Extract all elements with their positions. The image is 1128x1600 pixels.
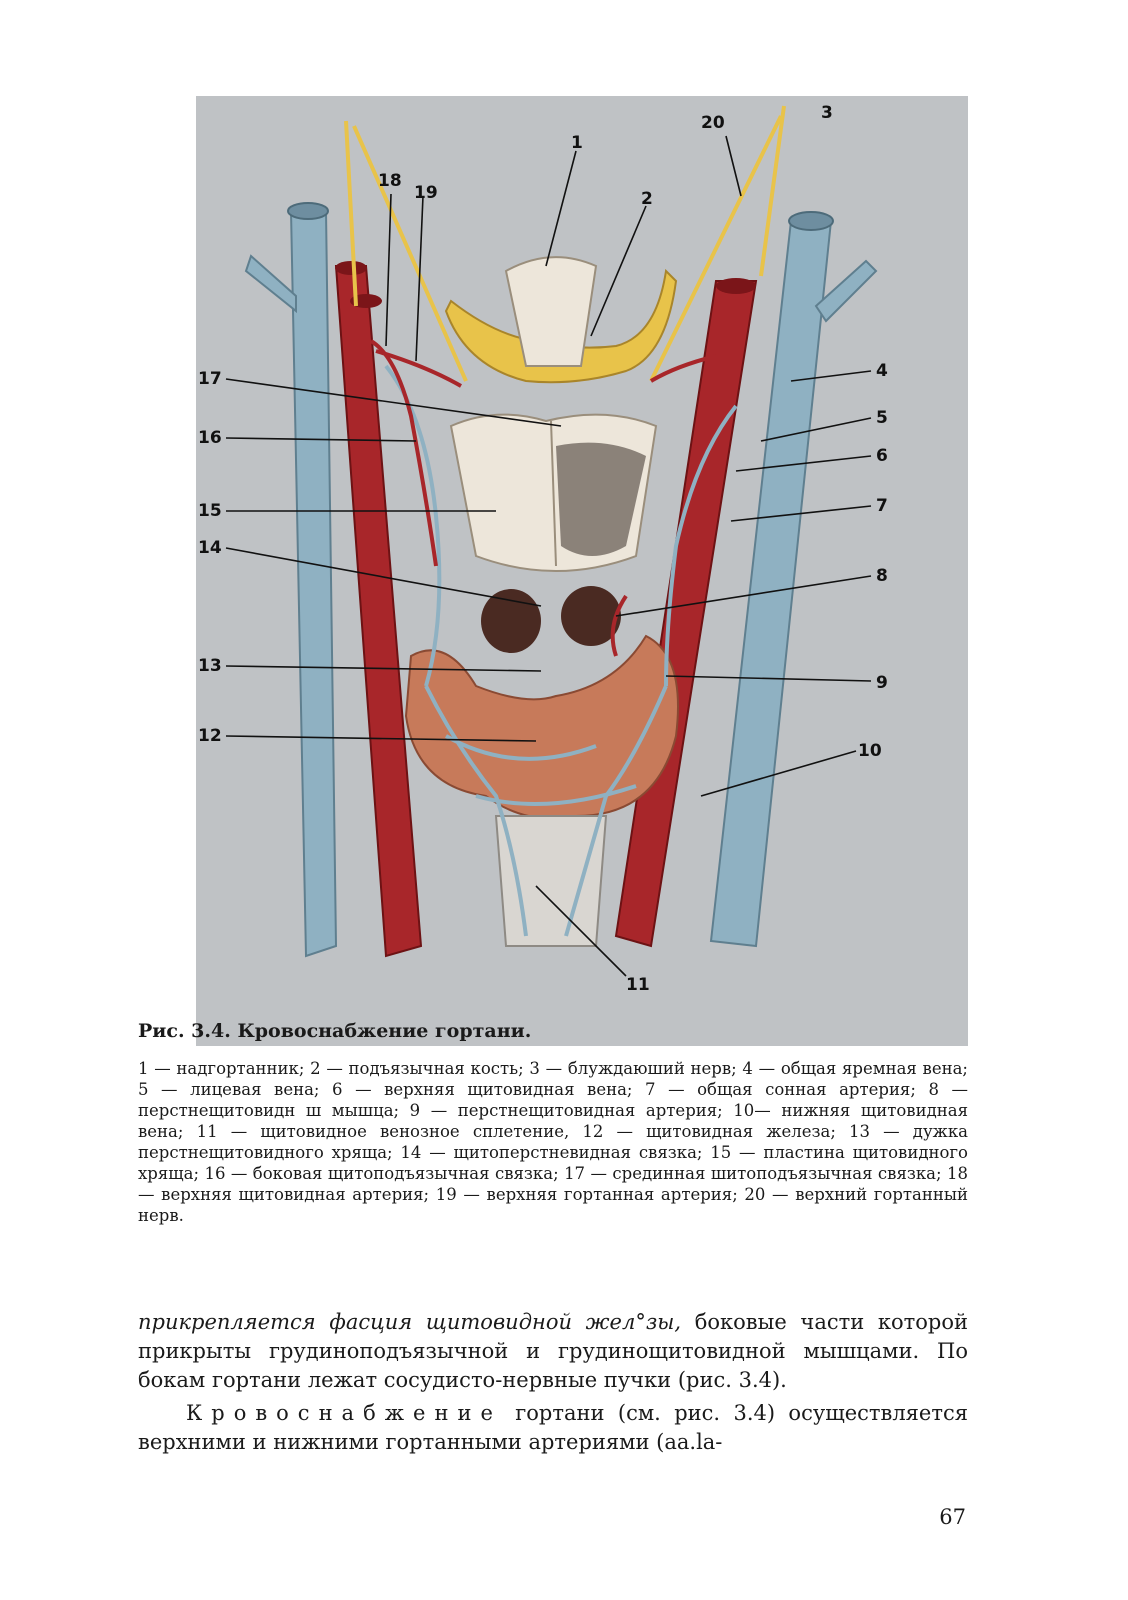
callout-11: 11: [626, 975, 650, 995]
callout-2: 2: [641, 189, 653, 209]
paragraph-2: [138, 1399, 968, 1457]
trachea: [496, 816, 606, 946]
figure-caption-title: Рис. 3.4. Кровоснабжение гортани.: [138, 1020, 532, 1042]
callout-3: 3: [821, 103, 833, 123]
callout-8: 8: [876, 566, 888, 586]
callout-18: 18: [378, 171, 402, 191]
callout-1: 1: [571, 133, 583, 153]
cricothyroid-muscle-left: [481, 589, 541, 653]
callout-15: 15: [198, 501, 222, 521]
larynx-blood-supply-illustration: [196, 96, 968, 1046]
body-text: [138, 1308, 968, 1457]
paragraph-1-text: боковые части которой прикрыты грудиноподъязычной и грудинощитовидной мышцами. По бокам гортани лежат сосудисто-нервные пучки (рис. 3.4).: [138, 1310, 968, 1392]
callout-10: 10: [858, 741, 882, 761]
left-jugular-vein: [291, 211, 336, 956]
callout-16: 16: [198, 428, 222, 448]
callout-5: 5: [876, 408, 888, 428]
paragraph-1: [138, 1308, 968, 1395]
anatomy-drawing: [196, 96, 968, 1046]
callout-6: 6: [876, 446, 888, 466]
callout-17: 17: [198, 369, 222, 389]
callout-13: 13: [198, 656, 222, 676]
paragraph-1-italic: прикрепляется фасция щитовидной жел°зы,: [138, 1310, 682, 1334]
paragraph-2-emphasis: Кровоснабжение: [186, 1401, 502, 1425]
callout-14: 14: [198, 538, 222, 558]
left-carotid-artery: [336, 266, 421, 956]
callout-4: 4: [876, 361, 888, 381]
callout-7: 7: [876, 496, 888, 516]
page-number: 67: [939, 1505, 966, 1529]
figure-legend: 1 — надгортанник; 2 — подъязычная кость; 3 — блуждаюший нерв; 4 — общая яремная вена; 5 — лицевая вена; 6 — верхняя щитовидная вена; 7 — общая сонная артерия; 8 — перстнещитовидн ш мышца; 9 — перстнещитовидная артерия; 10— нижняя щитовидная вена; 11 — щитовидное венозное сплетение, 12 — щитовидная железа; 13 — дужка перстнещитовидного хряща; 14 — щитоперстневидная связка; 15 — пластина щитовидного хряща; 16 — боковая щитоподъязычная связка; 17 — срединная шитоподъязычная связка; 18 — верхняя щитовидная артерия; 19 — верхняя гортанная артерия; 20 — верхний гортанный нерв.: [138, 1059, 968, 1225]
callout-12: 12: [198, 726, 222, 746]
paragraph-2-text: гортани (см. рис. 3.4) осуществляется верхними и нижними гортанными артериями (aa.la-: [138, 1401, 968, 1454]
callout-20: 20: [701, 113, 725, 133]
callout-19: 19: [414, 183, 438, 203]
callout-9: 9: [876, 673, 888, 693]
